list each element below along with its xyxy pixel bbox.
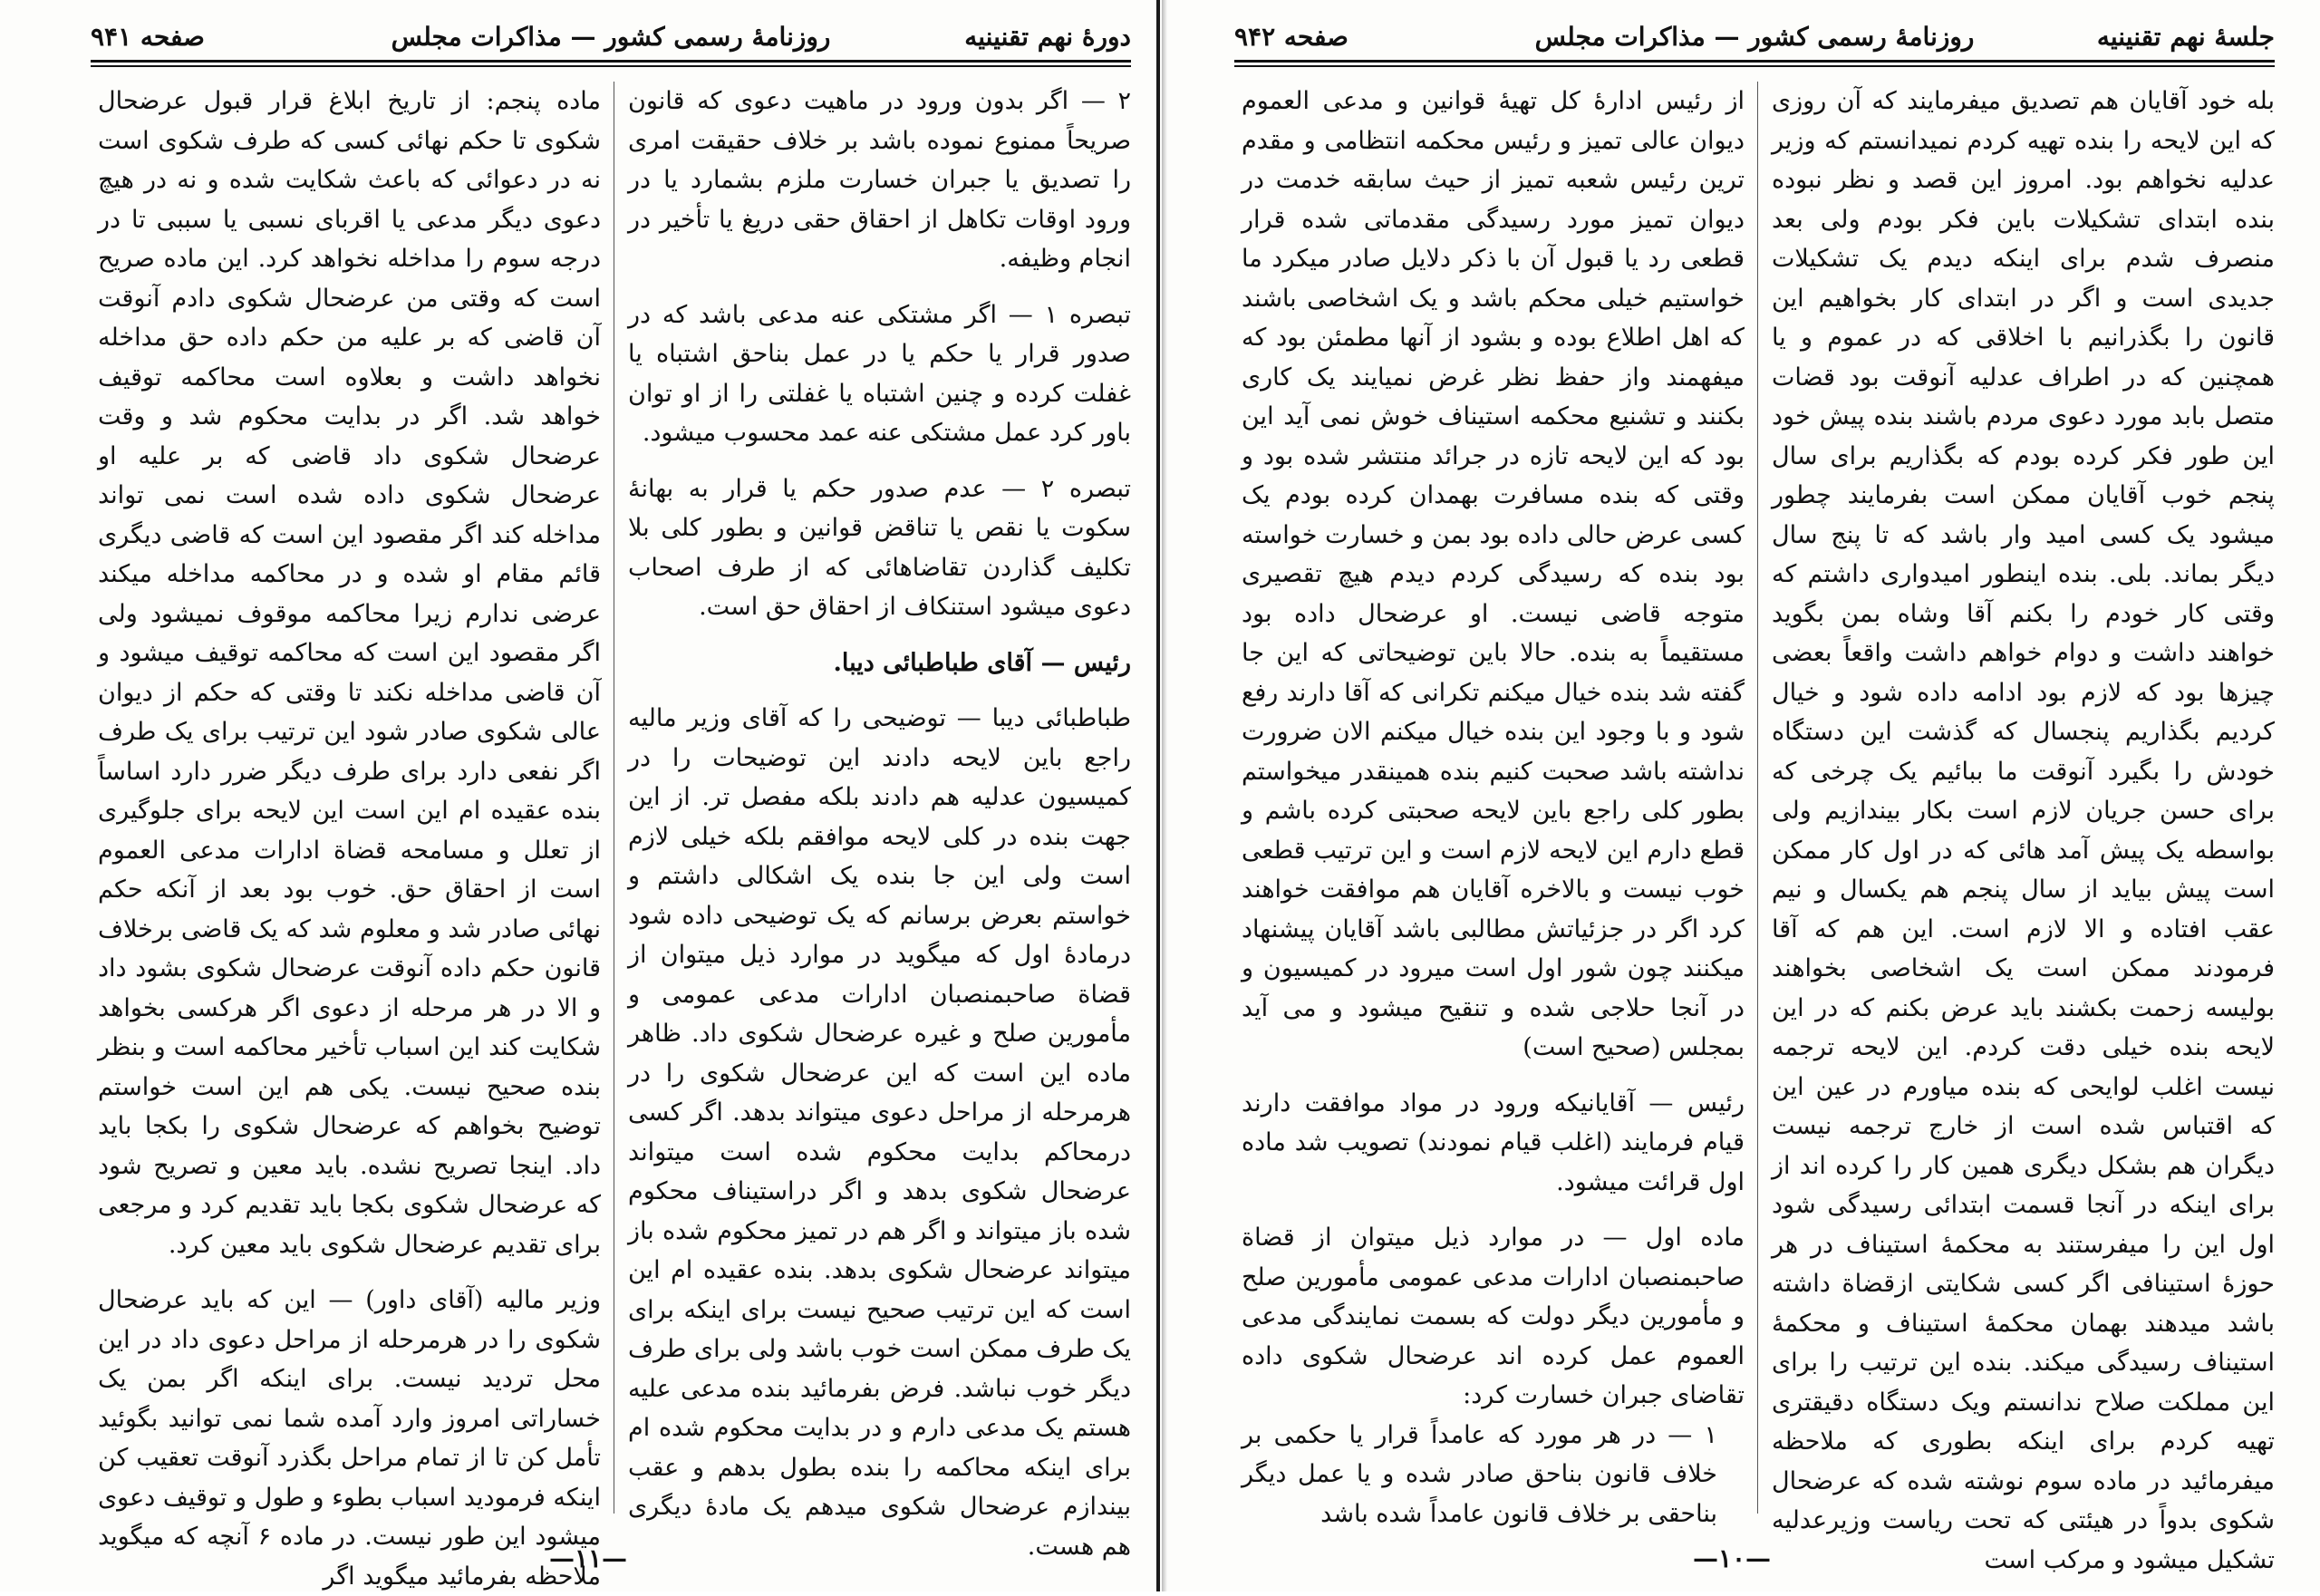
text-column-right	[1772, 82, 2275, 1574]
header-rule-thin	[91, 65, 1131, 67]
paragraph: ۲ — اگر بدون ورود در ماهیت دعوی که قانون صریحاً ممنوع نموده باشد بر خلاف حقیقت امری را تصدیق یا جبران خسارت ملزم بشمارد یا در ورود اوقات تکاهل از احقاق حقی دریغ یا تأخیر در انجام وظیفه.	[628, 87, 1131, 273]
speaker-line: رئیس — آقایانیکه ورود در مواد موافقت دارند قیام فرمایند (اغلب قیام نمودند) تصویب شد ماده اول قرائت میشود.	[1242, 1088, 1745, 1196]
paragraph: از رئیس ادارهٔ کل تهیهٔ قوانین و مدعی العموم دیوان عالی تمیز و رئیس محکمه انتظامی و مقدم ترین رئیس شعبه تمیز از حیث سابقه خدمت در دیوان تمیز مورد رسیدگی مقدماتی شده قرار قطعی رد یا قبول آن با ذکر دلایل صادر میکرد ما خواستیم خیلی محکم باشد و یک اشخاصی باشند که اهل اطلاع بوده و بشود از آنها مطمئن بود که میفهمند واز حفظ نظر غرض نمیایند یک کاری بکنند و تشنیع محکمه استیناف خوش نمی آید این بود که این لایحه تازه در جرائد منتشر شده بود و وقتی که بنده مسافرت بهمدان کرده بودم یک کسی عرض حالی داده بود بمن و خسارت خواسته بود بنده که رسیدگی کردم دیدم هیچ تقصیری متوجه قاضی نیست. او عرضحال داده بود مستقیماً به بنده. حالا باین توضیحاتی که این جا گفته شد بنده خیال میکنم تکرانی که آقا دارند رفع شود و با وجود این بنده خیال میکنم الان ضرورت نداشته باشد صحبت کنیم بنده همینقدر میخواستم بطور کلی راجع باین لایحه صحبتی کرده باشم و قطع دارم این لایحه لازم است و این ترتیب قطعی خوب نیست و بالاخره آقایان هم موافقت خواهند کرد اگر در جزئیاتش مطالبی باشد آقایان پیشنهاد میکنند چون شور اول است میرود در کمیسیون و در آنجا حلاجی شده و تنقیح میشود و می آید بمجلس (صحیح است)	[1242, 87, 1745, 1061]
header-rule	[91, 60, 1131, 63]
session-label: جلسهٔ نهم تقنینیه	[2096, 22, 2275, 52]
paragraph: بله خود آقایان هم تصدیق میفرمایند که آن روزی که این لایحه را بنده تهیه کردم نمیدانستم که وزیر عدلیه نخواهم بود. امروز این قصد و نظر نبوده بنده ابتدای تشکیلات باین فکر بودم ولی بعد منصرف شدم برای اینکه دیدم یک تشکیلات جدیدی است و اگر در ابتدای کار بخواهیم این قانون را بگذرانیم با اخلاقی که در عموم و یا همچنین که در اطراف عدلیه آنوقت بود قضات متصل بابد مورد دعوی مردم باشند بنده پیش خود این طور فکر کرده بودم که بگذاریم برای سال پنجم خوب آقایان ممکن است بفرمایند چطور میشود یک کسی امید وار باشد که تا پنج سال دیگر بماند. بلی. بنده اینطور امیدواری داشتم که وقتی کار خودم را بکنم آقا وشاه بمن بگوید خواهند داشت و دوام خواهم داشت واقعاً بعضی چیزها بود که لازم بود ادامه داده شود و خیال کردیم بگذاریم پنجسال که گذشت این دستگاه خودش را بگیرد آنوقت ما ببائیم یک چرخی که برای حسن جریان لازم است بکار بیندازیم ولی بواسطه یک پیش آمد هائی که در اول کار ممکن است پیش بیاید از سال پنجم هم یکسال و نیم عقب افتاده و الا لازم است. این هم که آقا فرمودند ممکن است یک اشخاصی بخواهند بوليسه زحمت بکشند باید عرض بکنم که در این لایحه بنده خیلی دقت کردم. این لایحه ترجمه نیست اغلب لوایحی که بنده میاورم در عین این که اقتباس شده است از خارج ترجمه نیست دیگران هم بشکل دیگری همین کار را کرده اند از برای اینکه در آنجا قسمت ابتدائی رسیدگی شود اول این را میفرستند به محکمهٔ استیناف در هر حوزهٔ استینافی اگر کسی شکایتی ازقضاة داشته باشد میدهند بهمان محکمهٔ استیناف و محکمهٔ استیناف رسیدگی میکند. بنده این ترتیب را برای این مملکت صلاح ندانستم ویک دستگاه دقیقتری تهیه کردم برای اینکه بطوری که ملاحظه میفرمائید در ماده سوم نوشته شده که عرضحال شکوی بدواً در هیئتی که تحت ریاست وزیرعدلیه تشکیل میشود و مرکب است	[1772, 87, 2275, 1574]
left-page	[27, 0, 1149, 1591]
speaker-line: رئیس — آقای طباطبائی دیبا.	[833, 648, 1131, 677]
column-divider	[1757, 82, 1758, 1514]
spine-shadow	[1162, 0, 1167, 1591]
header-rule-thin	[1234, 65, 2275, 67]
article-paragraph: ماده اول — در موارد ذیل میتوان از قضاة صاحبمنصبان ادارات مدعی عمومی مأمورین صلح و مأمورین دیگر دولت که بسمت نمایندگی مدعی العموم عمل کرده اند عرضحال شکوی داده تقاضای جبران خسارت کرد:	[1242, 1224, 1745, 1409]
right-page	[1171, 0, 2293, 1591]
paragraph: ماده پنجم: از تاریخ ابلاغ قرار قبول عرضحال شکوی تا حکم نهائی کسی که طرف شکوی است نه در دعوائی که باعث شکایت شده و نه در هیچ دعوی دیگر مدعی یا اقربای نسبی یا سببی تا در درجه سوم را مداخله نخواهد کرد. این ماده صریح است که وقتی من عرضحال شکوی دادم آنوقت آن قاضی که بر علیه من حکم داده حق مداخله نخواهد داشت و بعلاوه است محاکمه توقیف خواهد شد. اگر در بدایت محکوم شد و وقت عرضحال شکوی داد قاضی که بر علیه او عرضحال شکوی داده شده است نمی تواند مداخله کند اگر مقصود این است که قاضی دیگری قائم مقام او شده و در محاکمه مداخله میکند عرضی ندارم زیرا محاکمه موقوف نمیشود ولی اگر مقصود این است که محاکمه توقیف میشود و آن قاضی مداخله نکند تا وقتی که حکم از دیوان عالی شکوی صادر شود این ترتیب برای یک طرف اگر نفعی دارد برای طرف دیگر ضرر دارد اساساً بنده عقیده ام این است این لایحه برای جلوگیری از تعلل و مسامحه قضاة ادارات مدعی العموم است از احقاق حق. خوب بود بعد از آنکه حکم نهائی صادر شد و معلوم شد که یک قاضی برخلاف قانون حکم داده آنوقت عرضحال شکوی بشود داد و الا در هر مرحله از دعوی اگر هرکسی بخواهد شکایت کند این اسباب تأخیر محاکمه است و بنظر بنده صحیح نیست. یکی هم این است خواستم توضیح بخواهم که عرضحال شکوی را بکجا باید داد. اینجا تصریح نشده. باید معین و تصریح شود که عرضحال شکوی بکجا باید تقدیم کرد و مرجعی برای تقدیم عرضحال شکوی باید معین کرد.	[98, 87, 601, 1259]
publication-title: روزنامهٔ رسمی کشور — مذاکرات مجلس	[1534, 22, 1975, 52]
text-column-right	[628, 82, 1132, 1561]
publication-title: روزنامهٔ رسمی کشور — مذاکرات مجلس	[391, 22, 831, 52]
book-spine	[1156, 0, 1160, 1591]
header-rule	[1234, 60, 2275, 63]
session-label: دورهٔ نهم تقنینیه	[964, 22, 1131, 52]
page-number-label: صفحه ۹۴۱	[91, 22, 205, 52]
paragraph: تبصره ۲ — عدم صدور حکم یا قرار به بهانهٔ سکوت یا نقص یا تناقض قوانین و بطور کلی بلا تکلیف گذاردن تقاضاهائی که از طرف اصحاب دعوی میشود استنکاف از احقاق حق است.	[628, 474, 1131, 621]
clause-paragraph: ۱ — در هر مورد که عامداً قرار یا حکمی بر خلاف قانون بناحق صادر شده و یا عمل دیگر بناحقی بر خلاف قانون عامداً شده باشد	[1242, 1420, 1717, 1528]
page-number-label: صفحه ۹۴۲	[1234, 22, 1348, 52]
page-header	[1234, 16, 2275, 62]
text-column-left	[1242, 82, 1745, 1528]
paragraph: وزیر مالیه (آقای داور) — این که باید عرضحال شکوی را در هرمرحله از مراحل دعوی داد در این محل تردید نیست. برای اینکه اگر بمن یک خساراتی امروز وارد آمده شما نمی توانید بگوئید تأمل کن تا از تمام مراحل بگذرد آنوقت تعقیب کن اینکه فرمودید اسباب بطوء و طول و توقیف دعوی میشود این طور نیست. در ماده ۶ آنچه که میگوید ملاحظه بفرمائید میگوید اگر	[98, 1286, 601, 1591]
page-footer-number: —۱۰—	[1692, 1543, 1772, 1573]
page-header	[91, 16, 1131, 62]
paragraph: تبصره ۱ — اگر مشتکی عنه مدعی باشد که در صدور قرار یا حکم یا در عمل بناحق اشتباه یا غفلت کرده و چنین اشتباه یا غفلتی را از او توان باور کرد عمل مشتکی عنه عمد محسوب میشود.	[628, 300, 1132, 447]
page-footer-number: —۱۱—	[548, 1543, 628, 1573]
paragraph: طباطبائی دیبا — توضیحی را که آقای وزیر مالیه راجع باین لایحه دادند این توضیحات را در کمیسیون عدلیه هم دادند بلکه مفصل تر. از این جهت بنده در کلی لایحه موافقم بلکه خیلی لازم است ولی این جا بنده یک اشکالی داشتم و خواستم بعرض برسانم که یک توضیحی داده شود درمادهٔ اول که میگوید در موارد ذیل میتوان از قضاة صاحبمنصبان ادارات مدعی عمومی و مأمورین صلح و غیره عرضحال شکوی داد. ظاهر ماده این است که این عرضحال شکوی را در هرمرحله از مراحل دعوی میتواند بدهد. اگر کسی درمحاکم بدایت محکوم شده است میتواند عرضحال شکوی بدهد و اگر دراستیناف محکوم شده باز میتواند و اگر هم در تمیز محکوم شده باز میتواند عرضحال شکوی بدهد. بنده عقیده ام این است که این ترتیب صحیح نیست برای اینکه برای یک طرف ممکن است خوب باشد ولی برای طرف دیگر خوب نباشد. فرض بفرمائید بنده مدعی علیه هستم یک مدعی دارم و در بدایت محکوم شده ام برای اینکه محاکمه را بنده بطول بدهم و عقب بیندازم عرضحال شکوی میدهم یک مادهٔ دیگری هم هست.	[628, 704, 1131, 1561]
